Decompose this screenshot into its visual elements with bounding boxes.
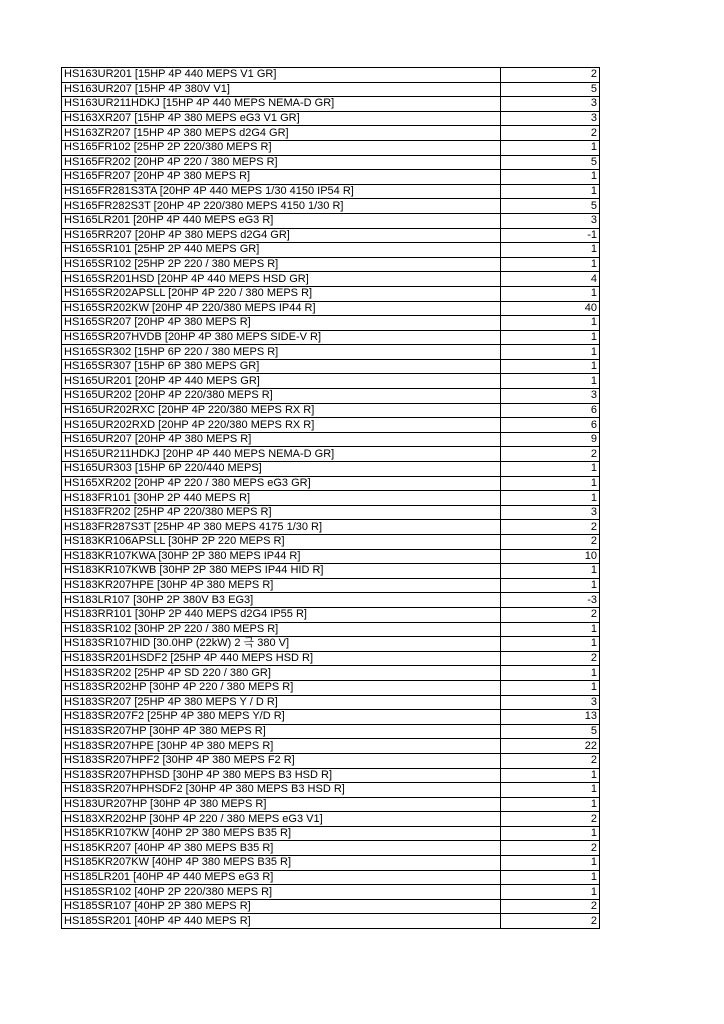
quantity-cell: 2 [501,68,600,83]
quantity-cell: 2 [501,899,600,914]
quantity-cell: 1 [501,637,600,652]
table-row [62,447,600,462]
item-description-cell: HS165UR207 [20HP 4P 380 MEPS R] [62,432,501,447]
table-row [62,739,600,754]
table-row [62,330,600,345]
quantity-cell: 3 [501,111,600,126]
item-description-cell: HS165UR211HDKJ [20HP 4P 440 MEPS NEMA-D GR] [62,447,501,462]
table-row [62,316,600,331]
item-description-cell: HS165RR207 [20HP 4P 380 MEPS d2G4 GR] [62,228,501,243]
item-description-cell: HS185SR102 [40HP 2P 220/380 MEPS R] [62,885,501,900]
quantity-cell: 1 [501,680,600,695]
item-description-cell: HS185LR201 [40HP 4P 440 MEPS eG3 R] [62,870,501,885]
quantity-cell: 3 [501,213,600,228]
table-row [62,418,600,433]
item-description-cell: HS165FR102 [25HP 2P 220/380 MEPS R] [62,140,501,155]
quantity-cell: 3 [501,695,600,710]
item-description-cell: HS165LR201 [20HP 4P 440 MEPS eG3 R] [62,213,501,228]
table-row [62,899,600,914]
table-row [62,593,600,608]
item-description-cell: HS183FR202 [25HP 4P 220/380 MEPS R] [62,505,501,520]
table-row [62,914,600,929]
table-row [62,870,600,885]
item-description-cell: HS183SR207HPHSDF2 [30HP 4P 380 MEPS B3 HSD R] [62,783,501,798]
item-description-cell: HS185KR207 [40HP 4P 380 MEPS B35 R] [62,841,501,856]
item-description-cell: HS165UR202 [20HP 4P 220/380 MEPS R] [62,389,501,404]
item-description-cell: HS165SR207HVDB [20HP 4P 380 MEPS SIDE-V R] [62,330,501,345]
table-row [62,140,600,155]
quantity-cell: -3 [501,593,600,608]
table-row [62,476,600,491]
quantity-cell: 3 [501,97,600,112]
item-description-cell: HS183SR207HPE [30HP 4P 380 MEPS R] [62,739,501,754]
item-description-cell: HS163ZR207 [15HP 4P 380 MEPS d2G4 GR] [62,126,501,141]
quantity-cell: 1 [501,330,600,345]
table-row [62,491,600,506]
item-description-cell: HS183SR202HP [30HP 4P 220 / 380 MEPS R] [62,680,501,695]
quantity-cell: 1 [501,768,600,783]
item-description-cell: HS183SR201HSDF2 [25HP 4P 440 MEPS HSD R] [62,651,501,666]
table-row [62,505,600,520]
quantity-cell: 1 [501,184,600,199]
item-description-cell: HS165FR202 [20HP 4P 220 / 380 MEPS R] [62,155,501,170]
item-description-cell: HS165SR207 [20HP 4P 380 MEPS R] [62,316,501,331]
table-row [62,97,600,112]
table-row [62,768,600,783]
item-description-cell: HS183RR101 [30HP 2P 440 MEPS d2G4 IP55 R] [62,607,501,622]
table-row [62,301,600,316]
item-description-cell: HS165SR202APSLL [20HP 4P 220 / 380 MEPS R] [62,286,501,301]
quantity-cell: 1 [501,564,600,579]
quantity-cell: 1 [501,476,600,491]
quantity-cell: 3 [501,389,600,404]
table-row [62,783,600,798]
table-row [62,184,600,199]
table-row [62,710,600,725]
table-row [62,126,600,141]
item-description-cell: HS183SR207HPF2 [30HP 4P 380 MEPS F2 R] [62,753,501,768]
table-row [62,462,600,477]
quantity-cell: 5 [501,82,600,97]
quantity-cell: 2 [501,520,600,535]
item-description-cell: HS185KR107KW [40HP 2P 380 MEPS B35 R] [62,826,501,841]
item-description-cell: HS165SR101 [25HP 2P 440 MEPS GR] [62,243,501,258]
table-row [62,680,600,695]
quantity-cell: 2 [501,812,600,827]
item-description-cell: HS183SR202 [25HP 4P SD 220 / 380 GR] [62,666,501,681]
table-row [62,885,600,900]
table-row [62,213,600,228]
item-description-cell: HS163XR207 [15HP 4P 380 MEPS eG3 V1 GR] [62,111,501,126]
item-description-cell: HS183SR207F2 [25HP 4P 380 MEPS Y/D R] [62,710,501,725]
table-row [62,170,600,185]
item-description-cell: HS165SR302 [15HP 6P 220 / 380 MEPS R] [62,345,501,360]
quantity-cell: 2 [501,535,600,550]
quantity-cell: 1 [501,797,600,812]
table-row [62,520,600,535]
item-description-cell: HS183SR207HP [30HP 4P 380 MEPS R] [62,724,501,739]
quantity-cell: 2 [501,126,600,141]
quantity-cell: 2 [501,753,600,768]
item-description-cell: HS165SR202KW [20HP 4P 220/380 MEPS IP44 R] [62,301,501,316]
quantity-cell: 3 [501,505,600,520]
quantity-cell: 1 [501,243,600,258]
table-row [62,666,600,681]
quantity-cell: 5 [501,199,600,214]
item-description-cell: HS183KR107KWB [30HP 2P 380 MEPS IP44 HID R] [62,564,501,579]
quantity-cell: 1 [501,885,600,900]
item-description-cell: HS165UR202RXC [20HP 4P 220/380 MEPS RX R] [62,403,501,418]
quantity-cell: 40 [501,301,600,316]
item-description-cell: HS163UR207 [15HP 4P 380V V1] [62,82,501,97]
table-row [62,549,600,564]
quantity-cell: 1 [501,345,600,360]
table-row [62,359,600,374]
quantity-cell: 13 [501,710,600,725]
quantity-cell: 1 [501,286,600,301]
table-row [62,374,600,389]
quantity-cell: 9 [501,432,600,447]
quantity-cell: 1 [501,170,600,185]
table-row [62,651,600,666]
item-description-cell: HS165FR281S3TA [20HP 4P 440 MEPS 1/30 4150 IP54 R] [62,184,501,199]
item-description-cell: HS165SR307 [15HP 6P 380 MEPS GR] [62,359,501,374]
table-row [62,826,600,841]
quantity-cell: 1 [501,140,600,155]
item-description-cell: HS165UR201 [20HP 4P 440 MEPS GR] [62,374,501,389]
item-description-cell: HS165UR303 [15HP 6P 220/440 MEPS] [62,462,501,477]
quantity-cell: 1 [501,374,600,389]
table-row [62,272,600,287]
item-description-cell: HS183KR107KWA [30HP 2P 380 MEPS IP44 R] [62,549,501,564]
table-row [62,695,600,710]
table-row [62,257,600,272]
item-description-cell: HS163UR201 [15HP 4P 440 MEPS V1 GR] [62,68,501,83]
item-description-cell: HS185KR207KW [40HP 4P 380 MEPS B35 R] [62,856,501,871]
quantity-cell: 1 [501,856,600,871]
table-row [62,68,600,83]
quantity-cell: 2 [501,447,600,462]
item-description-cell: HS185SR201 [40HP 4P 440 MEPS R] [62,914,501,929]
quantity-cell: 1 [501,826,600,841]
table-row [62,286,600,301]
quantity-cell: 1 [501,783,600,798]
quantity-cell: 1 [501,316,600,331]
item-description-cell: HS165XR202 [20HP 4P 220 / 380 MEPS eG3 GR] [62,476,501,491]
table-row [62,812,600,827]
table-row [62,199,600,214]
quantity-cell: 1 [501,578,600,593]
item-description-cell: HS165FR207 [20HP 4P 380 MEPS R] [62,170,501,185]
table-row [62,82,600,97]
table-row [62,155,600,170]
quantity-cell: 1 [501,622,600,637]
table-row [62,243,600,258]
table-row [62,389,600,404]
item-description-cell: HS183UR207HP [30HP 4P 380 MEPS R] [62,797,501,812]
quantity-cell: 22 [501,739,600,754]
item-description-cell: HS183SR207HPHSD [30HP 4P 380 MEPS B3 HSD R] [62,768,501,783]
quantity-cell: -1 [501,228,600,243]
table-row [62,622,600,637]
table-row [62,403,600,418]
item-description-cell: HS183KR207HPE [30HP 4P 380 MEPS R] [62,578,501,593]
quantity-cell: 10 [501,549,600,564]
table-row [62,856,600,871]
quantity-cell: 2 [501,841,600,856]
quantity-cell: 2 [501,651,600,666]
item-description-cell: HS183SR102 [30HP 2P 220 / 380 MEPS R] [62,622,501,637]
quantity-cell: 5 [501,155,600,170]
quantity-cell: 1 [501,257,600,272]
quantity-cell: 1 [501,491,600,506]
item-description-cell: HS183KR106APSLL [30HP 2P 220 MEPS R] [62,535,501,550]
item-description-cell: HS183SR107HID [30.0HP (22kW) 2 극 380 V] [62,637,501,652]
quantity-cell: 2 [501,914,600,929]
table-row [62,578,600,593]
item-description-cell: HS183FR101 [30HP 2P 440 MEPS R] [62,491,501,506]
quantity-cell: 2 [501,607,600,622]
table-row [62,535,600,550]
table-row [62,432,600,447]
quantity-cell: 6 [501,403,600,418]
quantity-cell: 1 [501,462,600,477]
item-description-cell: HS165SR102 [25HP 2P 220 / 380 MEPS R] [62,257,501,272]
table-row [62,564,600,579]
item-description-cell: HS165FR282S3T [20HP 4P 220/380 MEPS 4150 1/30 R] [62,199,501,214]
quantity-cell: 5 [501,724,600,739]
quantity-cell: 1 [501,870,600,885]
item-description-cell: HS165UR202RXD [20HP 4P 220/380 MEPS RX R] [62,418,501,433]
item-description-cell: HS183FR287S3T [25HP 4P 380 MEPS 4175 1/30 R] [62,520,501,535]
table-row [62,607,600,622]
quantity-cell: 1 [501,666,600,681]
item-description-cell: HS163UR211HDKJ [15HP 4P 440 MEPS NEMA-D GR] [62,97,501,112]
item-description-cell: HS183SR207 [25HP 4P 380 MEPS Y / D R] [62,695,501,710]
table-row [62,797,600,812]
table-row [62,753,600,768]
table-row [62,637,600,652]
inventory-table [61,67,600,929]
table-row [62,345,600,360]
quantity-cell: 4 [501,272,600,287]
item-description-cell: HS165SR201HSD [20HP 4P 440 MEPS HSD GR] [62,272,501,287]
item-description-cell: HS183LR107 [30HP 2P 380V B3 EG3] [62,593,501,608]
inventory-table-body [62,68,600,929]
item-description-cell: HS183XR202HP [30HP 4P 220 / 380 MEPS eG3 V1] [62,812,501,827]
item-description-cell: HS185SR107 [40HP 2P 380 MEPS R] [62,899,501,914]
table-row [62,228,600,243]
table-row [62,724,600,739]
quantity-cell: 1 [501,359,600,374]
quantity-cell: 6 [501,418,600,433]
table-row [62,111,600,126]
table-row [62,841,600,856]
